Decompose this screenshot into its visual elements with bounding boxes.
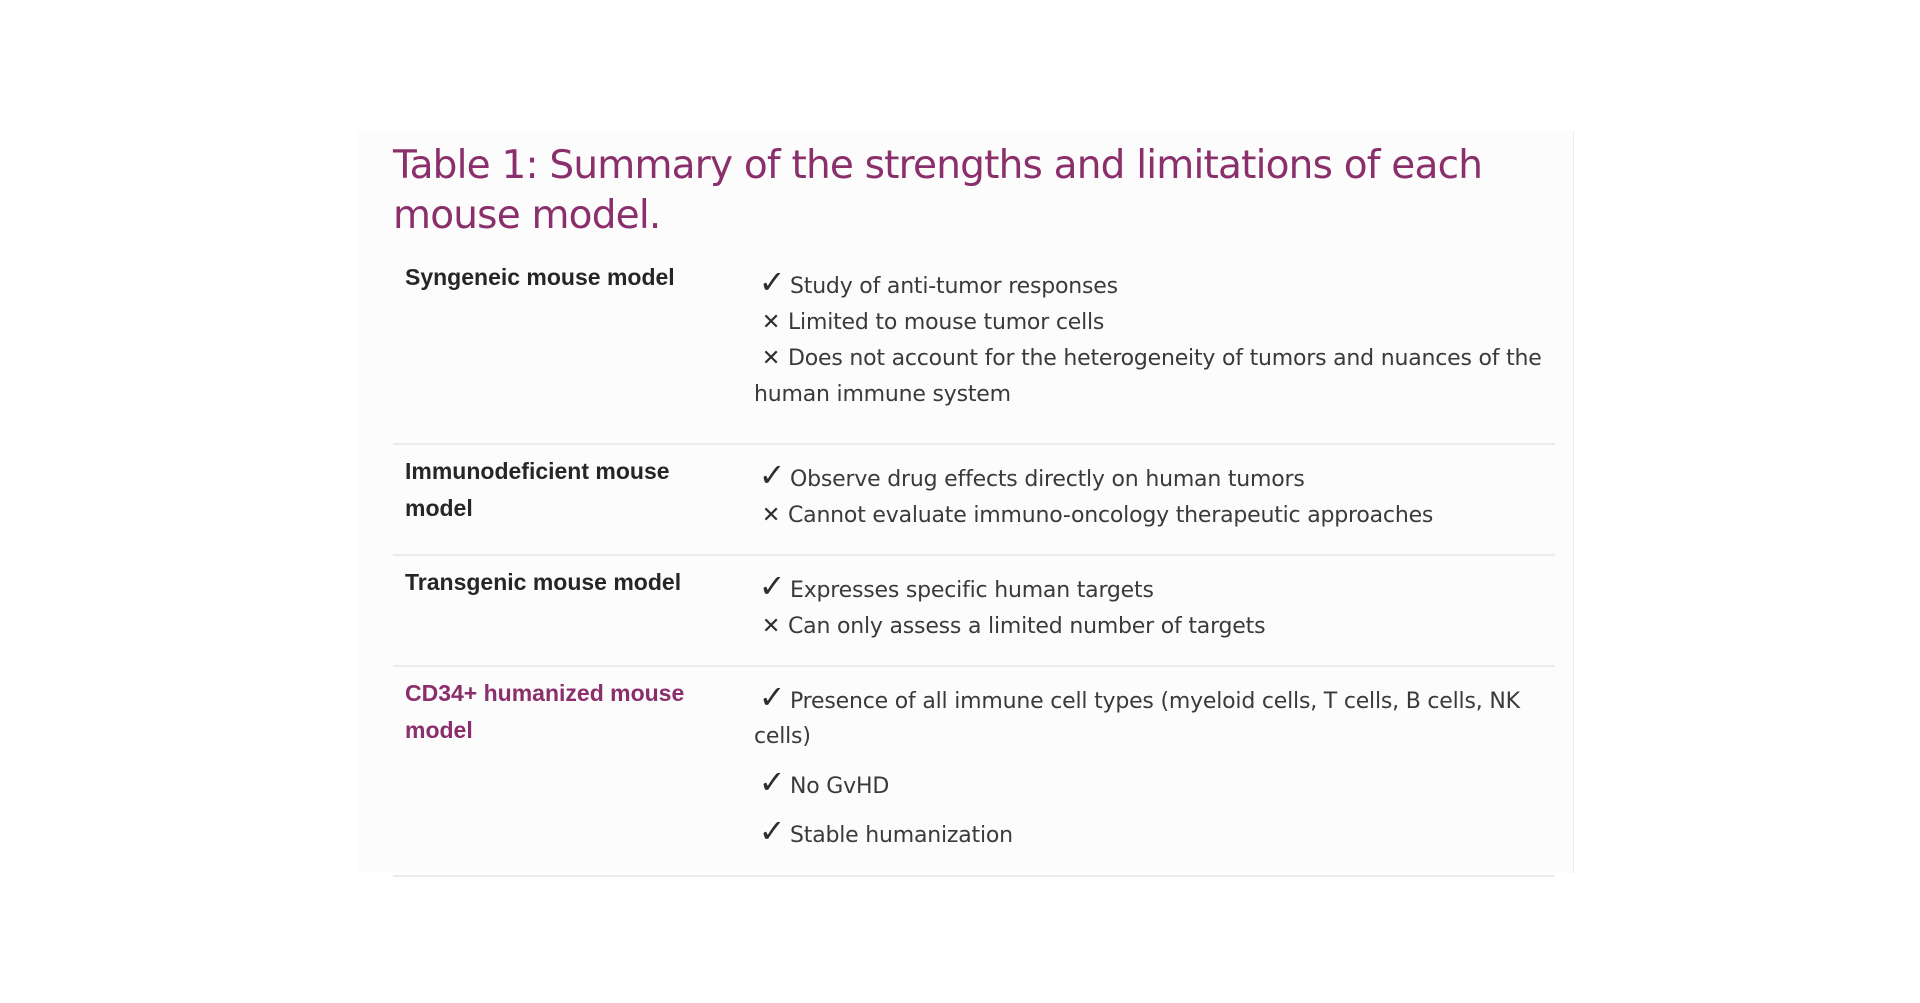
strength-item bbox=[754, 679, 1520, 720]
cross-icon: ✕ bbox=[761, 503, 781, 528]
item-text: Limited to mouse tumor cells bbox=[788, 310, 1105, 335]
check-icon: ✓ bbox=[758, 456, 786, 494]
limitation-item bbox=[754, 341, 1542, 377]
item-text: Presence of all immune cell types (myeloid cells, T cells, B cells, NK bbox=[790, 689, 1520, 714]
table-row bbox=[393, 556, 1555, 667]
item-text: Observe drug effects directly on human tumors bbox=[790, 467, 1305, 492]
model-name-text: Syngeneic mouse model bbox=[405, 264, 675, 290]
strength-item-continued bbox=[754, 719, 811, 755]
strength-item bbox=[754, 457, 1305, 498]
check-icon: ✓ bbox=[758, 263, 786, 301]
model-name-text: model bbox=[405, 495, 473, 521]
item-text: Does not account for the heterogeneity of tumors and nuances of the bbox=[788, 346, 1542, 371]
item-text: Expresses specific human targets bbox=[790, 578, 1154, 603]
model-name-text: CD34+ humanized mouse bbox=[405, 680, 685, 706]
strength-item bbox=[754, 813, 1013, 854]
limitation-item-continued bbox=[754, 377, 1011, 413]
table-row bbox=[393, 667, 1555, 877]
model-name bbox=[405, 453, 735, 527]
model-name-text: model bbox=[405, 717, 473, 743]
strength-item bbox=[754, 568, 1154, 609]
table-row bbox=[393, 445, 1555, 556]
table-row bbox=[393, 259, 1555, 445]
limitation-item bbox=[754, 498, 1433, 534]
limitation-item bbox=[754, 305, 1104, 341]
model-name-text: Immunodeficient mouse bbox=[405, 458, 670, 484]
check-icon: ✓ bbox=[758, 678, 786, 716]
strength-item bbox=[754, 764, 889, 805]
comparison-table bbox=[393, 259, 1555, 877]
item-text: Stable humanization bbox=[790, 823, 1013, 848]
check-icon: ✓ bbox=[758, 567, 786, 605]
item-text: cells) bbox=[754, 724, 811, 749]
item-text: Can only assess a limited number of targets bbox=[788, 614, 1266, 639]
cross-icon: ✕ bbox=[761, 346, 781, 371]
check-icon: ✓ bbox=[758, 763, 786, 801]
limitation-item bbox=[754, 609, 1265, 645]
cross-icon: ✕ bbox=[761, 614, 781, 639]
table-title: Table 1: Summary of the strengths and limitations of each mouse model. bbox=[393, 143, 1483, 238]
item-text: Study of anti-tumor responses bbox=[790, 274, 1118, 299]
check-icon: ✓ bbox=[758, 812, 786, 850]
item-text: No GvHD bbox=[790, 774, 890, 799]
item-text: human immune system bbox=[754, 382, 1011, 407]
model-name bbox=[405, 564, 735, 601]
model-name-text: Transgenic mouse model bbox=[405, 569, 682, 595]
cross-icon: ✕ bbox=[761, 310, 781, 335]
table-card bbox=[358, 131, 1574, 873]
model-name bbox=[405, 675, 735, 749]
item-text: Cannot evaluate immuno-oncology therapeutic approaches bbox=[788, 503, 1434, 528]
model-name bbox=[405, 259, 735, 296]
strength-item bbox=[754, 264, 1118, 305]
